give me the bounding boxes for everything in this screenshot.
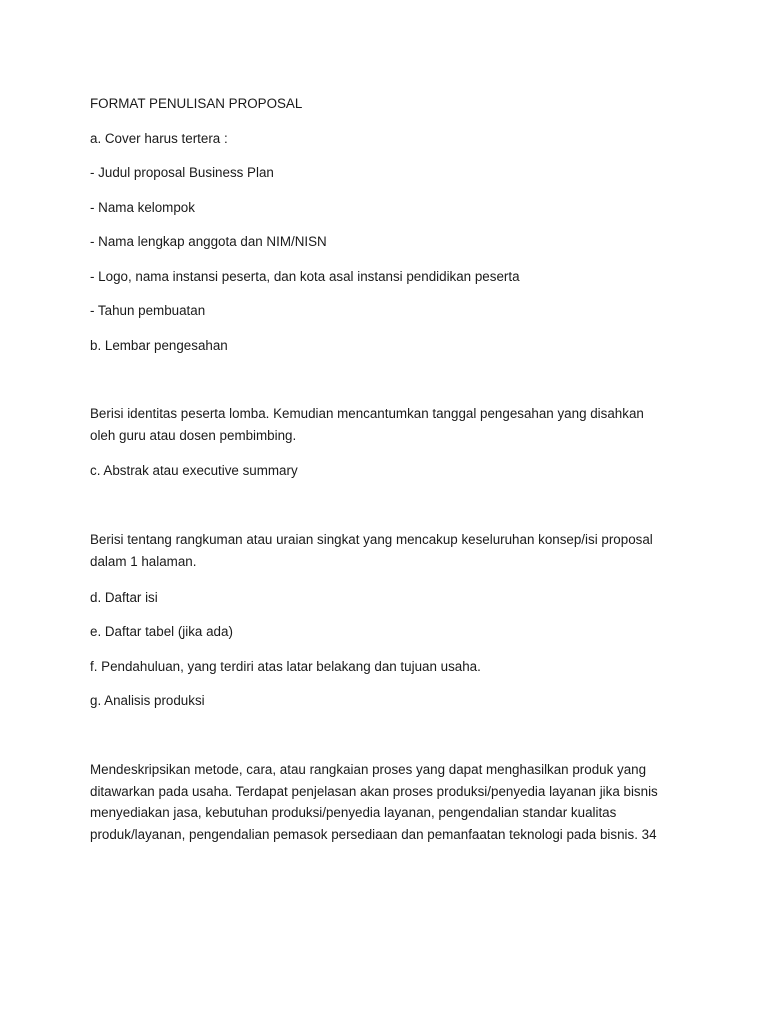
section-c-line: Berisi tentang rangkuman atau uraian singkat yang mencakup keseluruhan konsep/isi proposal: [90, 532, 653, 547]
section-g-line: produk/layanan, pengendalian pemasok persediaan dan pemanfaatan teknologi pada bisnis. 34: [90, 826, 657, 842]
section-c-line: dalam 1 halaman.: [90, 553, 197, 569]
document-page: [90, 0, 690, 1024]
section-b-description: [90, 403, 690, 446]
cover-item-judul: - Judul proposal Business Plan: [90, 165, 274, 180]
section-g-heading: g. Analisis produksi: [90, 693, 205, 708]
section-g-line: menyediakan jasa, kebutuhan produksi/penyedia layanan, pengendalian standar kualitas: [90, 805, 617, 820]
cover-item-tahun: - Tahun pembuatan: [90, 303, 206, 318]
section-g-description: [90, 759, 690, 845]
section-c-heading: c. Abstrak atau executive summary: [90, 463, 298, 478]
section-c-description: [90, 529, 690, 572]
cover-item-logo: - Logo, nama instansi peserta, dan kota asal instansi pendidikan peserta: [90, 269, 520, 284]
section-e-heading: e. Daftar tabel (jika ada): [90, 624, 233, 639]
cover-item-nama-kelompok: - Nama kelompok: [90, 200, 195, 215]
section-g-line: Mendeskripsikan metode, cara, atau rangkaian proses yang dapat menghasilkan produk yang: [90, 762, 647, 777]
section-b-line: oleh guru atau dosen pembimbing.: [90, 427, 297, 443]
section-f-heading: f. Pendahuluan, yang terdiri atas latar belakang dan tujuan usaha.: [90, 659, 481, 674]
section-d-heading: d. Daftar isi: [90, 590, 158, 605]
section-b-line: Berisi identitas peserta lomba. Kemudian mencantumkan tanggal pengesahan yang disahkan: [90, 406, 644, 421]
section-a-heading: a. Cover harus tertera :: [90, 131, 228, 146]
section-g-line: ditawarkan pada usaha. Terdapat penjelasan akan proses produksi/penyedia layanan jika bisnis: [90, 783, 658, 799]
cover-item-nama-anggota: - Nama lengkap anggota dan NIM/NISN: [90, 234, 327, 249]
section-b-heading: b. Lembar pengesahan: [90, 338, 228, 353]
document-title: FORMAT PENULISAN PROPOSAL: [90, 96, 303, 111]
